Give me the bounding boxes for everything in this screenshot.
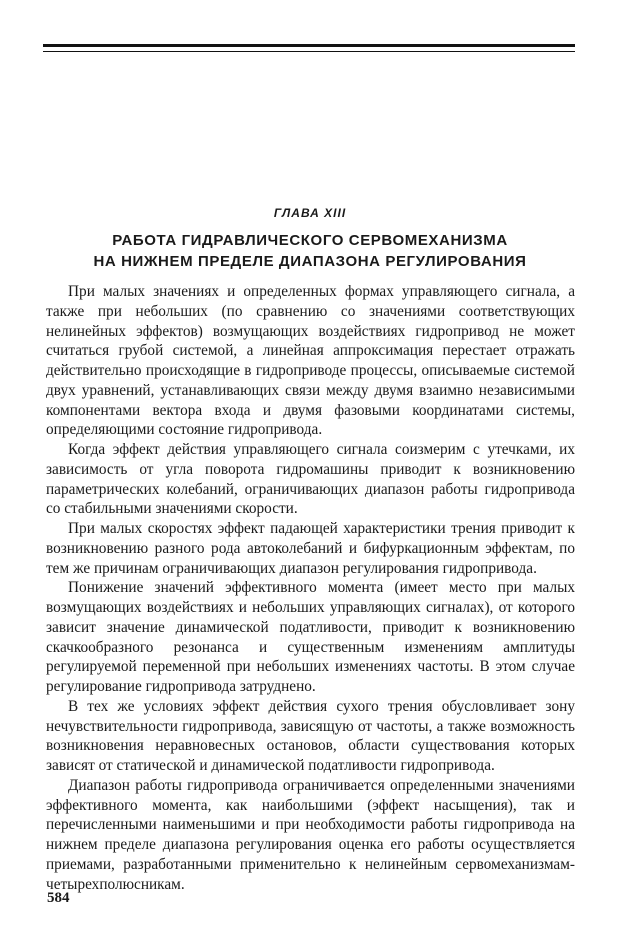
paragraph-2: Когда эффект действия управляющего сигнала соизмерим с утечками, их зависимость от угла поворота гидромашины приводит к возникновению параметрических колебаний, ограничивающих диапазон работы гидропривода со стабильными значениями скорости. — [46, 441, 575, 518]
paragraph-5: В тех же условиях эффект действия сухого трения обусловливает зону нечувствительности гидропривода, зависящую от частоты, а также возможность возникновения неравновесных остановов, области существования которых зависят от статической и динамической податливости гидропривода. — [46, 697, 575, 774]
paragraph-3: При малых скоростях эффект падающей характеристики трения приводит к возникновению разного рода автоколебаний и бифуркационным эффектам, по тем же причинам ограничивающих диапазон регулирования гидропривода. — [46, 520, 575, 577]
header-rule-thin — [43, 51, 575, 52]
chapter-title-line-1: РАБОТА ГИДРАВЛИЧЕСКОГО СЕРВОМЕХАНИЗМА — [112, 232, 508, 249]
page-number: 584 — [47, 890, 70, 906]
header-rule-thick — [43, 44, 575, 47]
body-text — [46, 282, 575, 894]
paragraph-4: Понижение значений эффективного момента (имеет место при малых возмущающих воздействиях и небольших управляющих сигналах), от которого зависит значение динамической податливости, приводит к возникновению скачкообразного резонанса и существенным изменениям амплитуды регулируемой переменной при небольших изменениях частоты. В этом случае регулирование гидропривода затруднено. — [46, 579, 575, 695]
chapter-title — [0, 230, 620, 272]
paragraph-6: Диапазон работы гидропривода ограничивается определенными значениями эффективного момента, как наибольшими (эффект насыщения), так и перечисленными наименьшими и при необходимости работы гидропривода на нижнем пределе диапазона регулирования оценка его работы осуществляется приемами, разработанными применительно к нелинейным сервомеханизмам-четырехполюсникам. — [46, 776, 575, 893]
chapter-label: ГЛАВА XIII — [273, 206, 347, 220]
chapter-title-line-2: НА НИЖНЕМ ПРЕДЕЛЕ ДИАПАЗОНА РЕГУЛИРОВАНИЯ — [93, 253, 527, 270]
paragraph-1: При малых значениях и определенных формах управляющего сигнала, а также при небольших (по сравнению со значениями соответствующих нелинейных эффектов) возмущающих воздействиях гидропривод не может считаться грубой системой, а линейная аппроксимация перестает отражать действительно происходящие в гидроприводе процессы, описываемые системой двух уравнений, устанавливающих связи между двумя взаимно независимыми компонентами вектора входа и двумя фазовыми координатами системы, определяющими состояние гидропривода. — [46, 283, 575, 439]
